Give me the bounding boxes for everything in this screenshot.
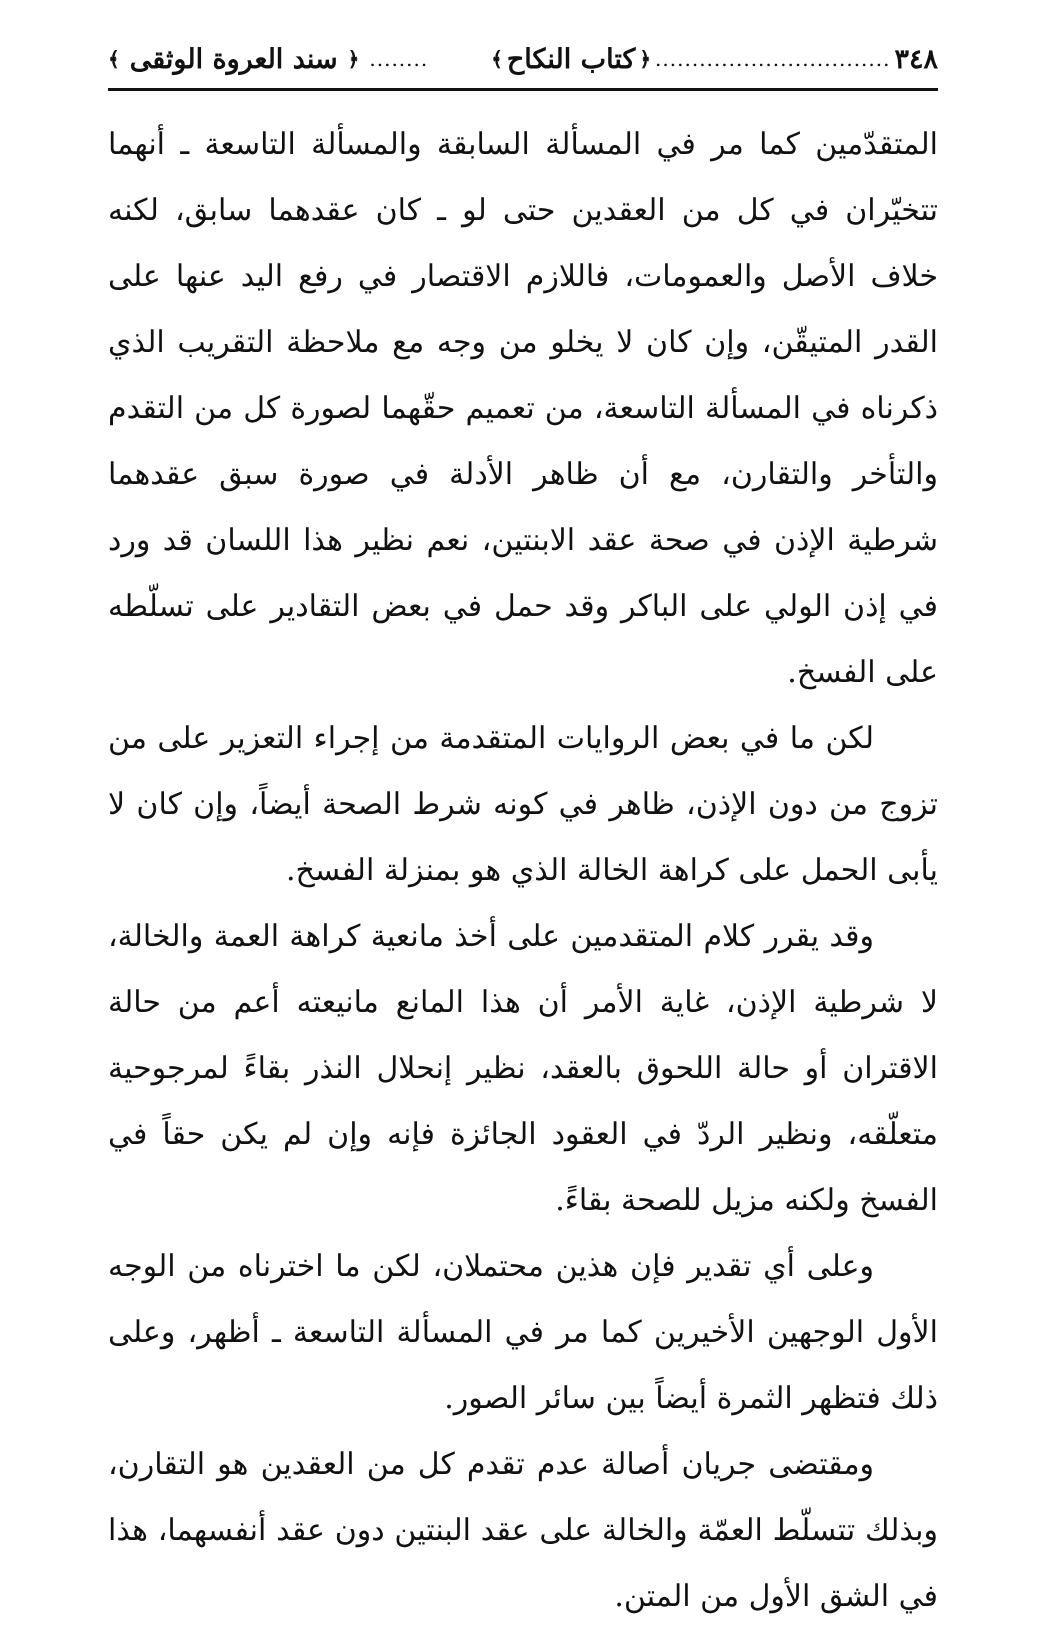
ornament-close-icon: ﴾ — [491, 47, 503, 71]
paragraph: وقد يقرر كلام المتقدمين على أخذ مانعية كراهة العمة والخالة، لا شرطية الإذن، غاية الأمر أن هذا المانع مانيعته أعم من حالة الاقتران أو حالة اللحوق بالعقد، نظير إنحلال النذر بقاءً لمرجوحية متعلّقه، ونظير الردّ في العقود الجائزة فإنه وإن لم يكن حقاً في الفسخ ولكنه مزيل للصحة بقاءً. — [108, 919, 938, 1218]
body-text — [108, 112, 938, 1630]
running-header — [108, 34, 938, 84]
series-title: سند العروة الوثقى — [129, 43, 338, 75]
header-right-group — [491, 44, 938, 75]
page-number: ٣٤٨ — [894, 43, 938, 75]
book-title: كتاب النكاح — [506, 43, 636, 75]
paragraph: لكن ما في بعض الروايات المتقدمة من إجراء التعزير على من تزوج من دون الإذن، ظاهر في كونه شرط الصحة أيضاً، وإن كان لا يأبى الحمل على كراهة الخالة الذي هو بمنزلة الفسخ. — [108, 721, 938, 888]
paragraph: ومقتضى جريان أصالة عدم تقدم كل من العقدين هو التقارن، وبذلك تتسلّط العمّة والخالة على عقد البنتين دون عقد أنفسهما، هذا في الشق الأول من المتن. — [108, 1447, 938, 1614]
header-short-dots: ........ — [369, 47, 429, 71]
header-left-group — [108, 44, 428, 75]
header-leader-dots: ................................ — [655, 47, 891, 71]
header-rule — [108, 88, 938, 91]
ornament-open-icon: ﴿ — [347, 47, 360, 71]
paragraph: المتقدّمين كما مر في المسألة السابقة والمسألة التاسعة ـ أنهما تتخيّران في كل من العقدين حتى لو ـ كان عقدهما سابق، لكنه خلاف الأصل والعمومات، فاللازم الاقتصار في رفع اليد عنها على القدر المتيقّن، وإن كان لا يخلو من وجه مع ملاحظة التقريب الذي ذكرناه في المسألة التاسعة، من تعميم حقّهما لصورة كل من التقدم والتأخر والتقارن، مع أن ظاهر الأدلة في صورة سبق عقدهما شرطية الإذن في صحة عقد الابنتين، نعم نظير هذا اللسان قد ورد في إذن الولي على الباكر وقد حمل في بعض التقادير على تسلّطه على الفسخ. — [108, 127, 939, 690]
ornament-close-icon: ﴾ — [108, 47, 120, 71]
paragraph: وعلى أي تقدير فإن هذين محتملان، لكن ما اخترناه من الوجه الأول الوجهين الأخيرين كما مر في المسألة التاسعة ـ أظهر، وعلى ذلك فتظهر الثمرة أيضاً بين سائر الصور. — [108, 1249, 938, 1416]
ornament-open-icon: ﴿ — [639, 47, 652, 71]
